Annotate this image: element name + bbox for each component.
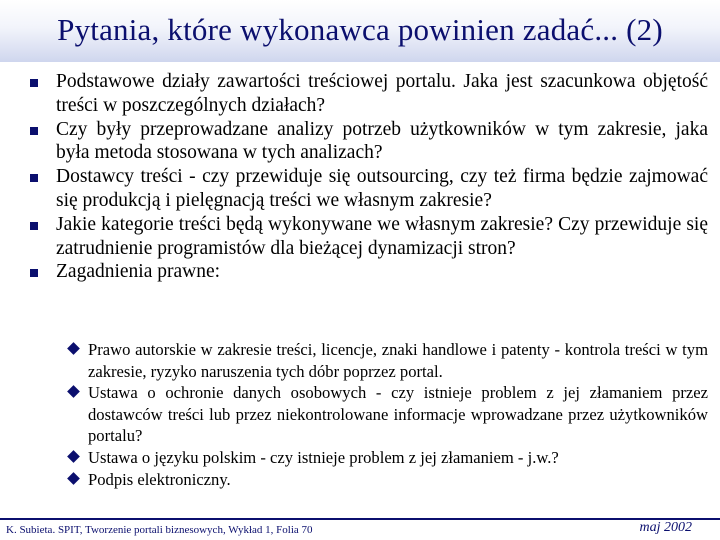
bullet-text: Dostawcy treści - czy przewiduje się outsourcing, czy też firma będzie zajmować się produkcją i pielęgnacją treści we własnym zakresie? <box>56 166 708 211</box>
footer-divider <box>0 518 720 520</box>
diamond-bullet-icon <box>67 472 80 485</box>
sub-bullet-item <box>68 447 708 469</box>
sub-bullet-text: Ustawa o języku polskim - czy istnieje problem z jej złamaniem - j.w.? <box>88 447 559 467</box>
square-bullet-icon <box>30 79 38 87</box>
bullet-text: Czy były przeprowadzane analizy potrzeb użytkowników w tym zakresie, jaka była metoda stosowana w tych analizach? <box>56 118 708 164</box>
diamond-bullet-icon <box>67 342 80 355</box>
square-bullet-icon <box>30 127 38 135</box>
sub-bullet-text: Prawo autorskie w zakresie treści, licencje, znaki handlowe i patenty - kontrola treści w tym zakresie, ryzyko naruszenia tych dóbr poprzez portal. <box>88 340 708 381</box>
bullet-item <box>30 165 708 213</box>
sub-bullet-text: Podpis elektroniczny. <box>88 469 231 489</box>
footer-date: maj 2002 <box>639 520 692 535</box>
footer-citation: K. Subieta. SPIT, Tworzenie portali biznesowych, Wykład 1, Folia 70 <box>6 524 313 536</box>
slide-title: Pytania, które wykonawca powinien zadać... (2) <box>57 12 663 47</box>
bullet-text: Zagadnienia prawne: <box>56 261 221 283</box>
square-bullet-icon <box>30 269 38 277</box>
sub-bullet-item <box>68 339 708 382</box>
diamond-bullet-icon <box>67 385 80 398</box>
bullet-item <box>30 118 708 166</box>
sub-bullet-text: Ustawa o ochronie danych osobowych - czy istnieje problem z jej złamaniem przez dostawców treści lub przez niekontrolowane informacje wprowadzane przez użytkowników portalu? <box>88 383 708 446</box>
sub-bullet-list <box>68 339 708 490</box>
sub-bullet-item <box>68 469 708 491</box>
square-bullet-icon <box>30 222 38 230</box>
bullet-list <box>30 70 708 284</box>
sub-bullet-item <box>68 382 708 447</box>
bullet-item <box>30 213 708 261</box>
bullet-item <box>30 260 708 284</box>
bullet-text: Jakie kategorie treści będą wykonywane we własnym zakresie? Czy przewiduje się zatrudnienie programistów dla bieżącej dynamizacji stron? <box>56 213 708 259</box>
bullet-item <box>30 70 708 118</box>
diamond-bullet-icon <box>67 450 80 463</box>
bullet-text: Podstawowe działy zawartości treściowej portalu. Jaka jest szacunkowa objętość treści w poszczególnych działach? <box>56 71 708 116</box>
square-bullet-icon <box>30 174 38 182</box>
